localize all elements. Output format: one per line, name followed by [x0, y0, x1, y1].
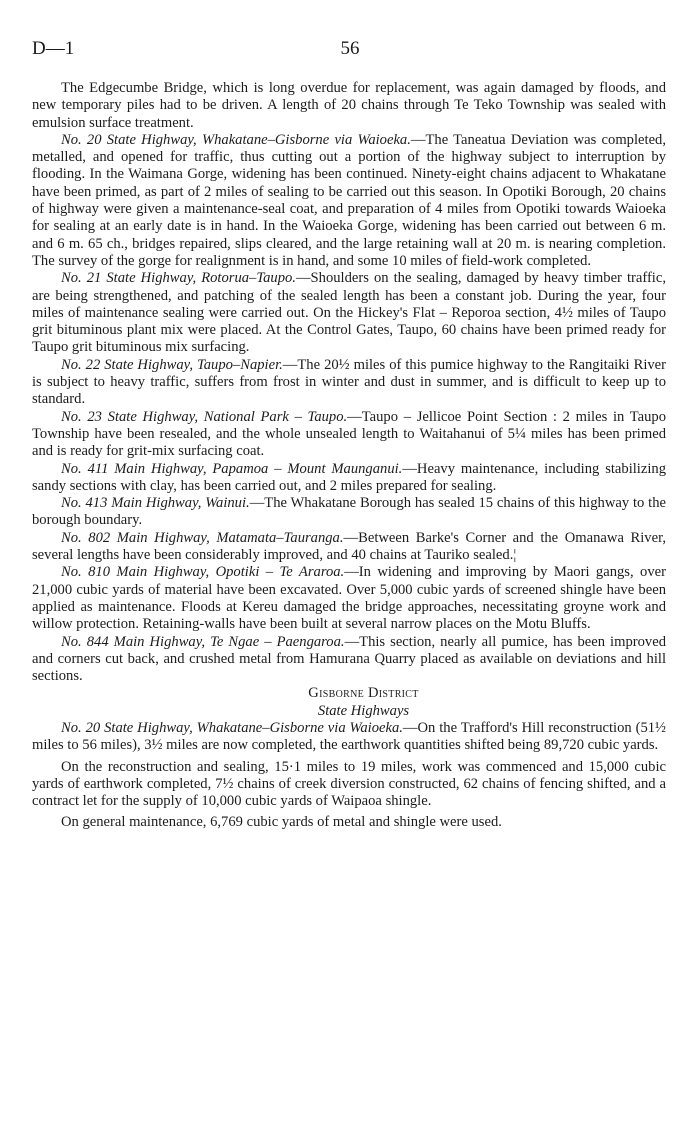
paragraph-sh21-rotorua-taupo: No. 21 State Highway, Rotorua–Taupo.—Shoulders on the sealing, damaged by heavy timber traffic, are being strengthened, and patching of the sealed length has been a constant job. During the year, four miles of maintenance sealing were carried out. On the Hickey's Flat – Reporoa section, 4½ miles of Taupo grit bituminous plant mix were placed. At the Control Gates, Taupo, 60 chains have been primed ready for Taupo grit bituminous mix surfacing. [32, 270, 666, 356]
road-heading: No. 23 State Highway, National Park – Taupo. [61, 408, 348, 425]
paragraph-gisborne-reconstruction: On the reconstruction and sealing, 15·1 miles to 19 miles, work was commenced and 15,000 cubic yards of earthwork completed, 7½ chains of creek diversion constructed, 62 chains of fencing shifted, and a contract let for the supply of 10,000 cubic yards of Waipaoa shingle. [32, 758, 666, 810]
section-subtitle: State Highways [317, 702, 410, 719]
paragraph-edgecumbe-bridge: The Edgecumbe Bridge, which is long overdue for replacement, was again damaged by floods, and new temporary piles had to be driven. A length of 20 chains through Te Teko Township was sealed with emulsion surface treatment. [32, 80, 666, 131]
road-heading: No. 810 Main Highway, Opotiki – Te Araroa. [61, 564, 345, 581]
road-heading: No. 413 Main Highway, Wainui. [61, 495, 250, 512]
road-heading: No. 20 State Highway, Whakatane–Gisborne via Waioeka. [61, 131, 411, 148]
paragraph-gisborne-maintenance: On general maintenance, 6,769 cubic yards of metal and shingle were used. [61, 814, 502, 831]
road-heading: No. 411 Main Highway, Papamoa – Mount Maunganui. [61, 460, 403, 477]
page-header [32, 40, 668, 64]
paragraph-mh802-matamata-tauranga: No. 802 Main Highway, Matamata–Tauranga.—Between Barke's Corner and the Omanawa River, several lengths have been considerably improved, and 40 chains at Tauriko sealed.¦ [32, 529, 667, 564]
paragraph-sh20-whakatane-gisborne: No. 20 State Highway, Whakatane–Gisborne via Waioeka.—The Taneatua Deviation was completed, metalled, and opened for traffic, thus cutting out a portion of the highway subject to interruption by flooding. In the Waimana Gorge, widening has been continued. Ninety-eight chains adjacent to Whakatane have been primed, as part of 2 miles of sealing to be carried out this season. In Opotiki Borough, 20 chains of highway were given a maintenance-seal coat, and preparation of 4 miles from Opotiki towards Waioeka for sealing at an early date is in hand. In the Waioeka Gorge, widening has been carried out between 6 m. and 6 m. 65 ch., bridges repaired, slips cleared, and the large retaining wall at 20 m. is nearing completion. The survey of the gorge for realignment is in hand, and some 10 miles of field-work completed. [32, 131, 666, 269]
road-heading: No. 20 State Highway, Whakatane–Gisborne via Waioeka. [61, 719, 403, 736]
road-heading: No. 844 Main Highway, Te Ngae – Paengaroa. [61, 633, 345, 650]
paragraph-sh22-taupo-napier: No. 22 State Highway, Taupo–Napier.—The 20½ miles of this pumice highway to the Rangitaiki River is subject to heavy traffic, suffers from frost in winter and dust in summer, and is difficult to keep up to standard. [32, 356, 667, 408]
road-heading: No. 22 State Highway, Taupo–Napier. [61, 356, 283, 373]
road-heading: No. 21 State Highway, Rotorua–Taupo. [61, 270, 296, 287]
section-title: Gisborne District [308, 685, 419, 702]
paragraph-mh413-wainui: No. 413 Main Highway, Wainui.—The Whakatane Borough has sealed 15 chains of this highway to the borough boundary. [32, 495, 666, 529]
document-reference: D—1 [32, 38, 75, 59]
road-heading: No. 802 Main Highway, Matamata–Tauranga. [61, 529, 344, 546]
paragraph-mh411-papamoa: No. 411 Main Highway, Papamoa – Mount Maunganui.—Heavy maintenance, including stabilizing sandy sections with clay, has been carried out, and 2 miles prepared for sealing. [32, 460, 666, 494]
paragraph-mh810-opotiki-te-araroa: No. 810 Main Highway, Opotiki – Te Araroa.—In widening and improving by Maori gangs, over 21,000 cubic yards of material have been excavated. Over 5,000 cubic yards of screened shingle have been applied as maintenance. Floods at Kereu damaged the bridge approaches, necessitating groyne work and willow protection. Retaining-walls have been built at several narrow places on the Motu Bluffs. [32, 564, 666, 633]
paragraph-gisborne-sh20: No. 20 State Highway, Whakatane–Gisborne via Waioeka.—On the Trafford's Hill reconstruction (51½ miles to 56 miles), 3½ miles are now completed, the earthwork quantities shifted being 89,720 cubic yards. [32, 719, 666, 754]
paragraph-sh23-national-park-taupo: No. 23 State Highway, National Park – Taupo.—Taupo – Jellicoe Point Section : 2 miles in Taupo Township have been resealed, and the whole unsealed length to Waitahanui of 5¼ miles has been primed and is ready for grit-mix surfacing coat. [32, 408, 666, 460]
paragraph-mh844-te-ngae-paengaroa: No. 844 Main Highway, Te Ngae – Paengaroa.—This section, nearly all pumice, has been improved and corners cut back, and crushed metal from Hamurana Quarry placed as available on deviations and hill sections. [32, 633, 666, 685]
page-number: 56 [340, 38, 360, 59]
body-text [32, 80, 666, 832]
